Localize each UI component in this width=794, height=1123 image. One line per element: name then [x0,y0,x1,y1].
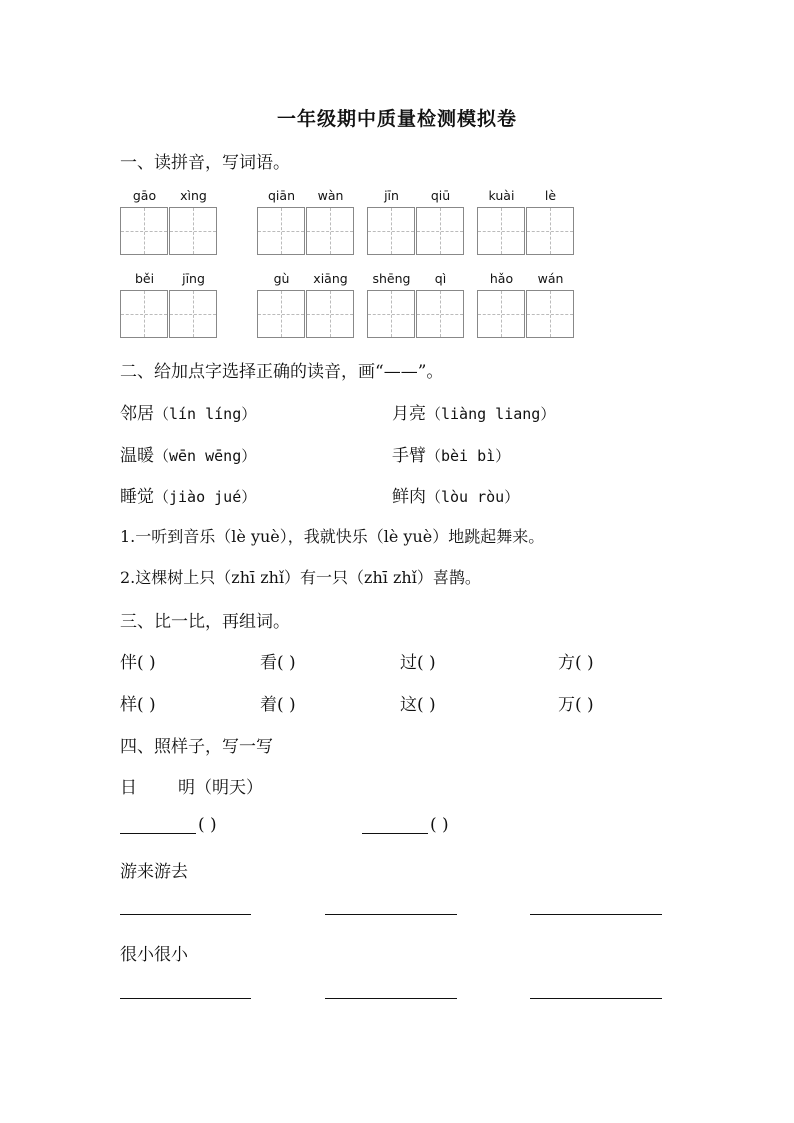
writing-cell[interactable] [477,207,525,255]
pinyin-label: jīng [182,271,205,286]
compare-item: 样( ) [120,695,156,715]
answer-line[interactable] [530,998,662,999]
writing-cell[interactable] [257,207,305,255]
writing-cell[interactable] [306,207,354,255]
writing-cell[interactable] [120,207,168,255]
section-2-heading: 二、给加点字选择正确的读音，画“——”。 [120,362,444,382]
pattern-phrase-2: 很小很小 [120,945,188,965]
sentence-1: 1.一听到音乐（lè yuè），我就快乐（lè yuè）地跳起舞来。 [120,527,545,546]
page-title: 一年级期中质量检测模拟卷 [276,108,517,130]
answer-paren[interactable]: ( ) [198,815,217,835]
item-options: （liàng liang） [426,405,556,423]
section-4-heading: 四、照样子，写一写 [120,737,273,757]
answer-paren[interactable]: ( ) [430,815,449,835]
sentence-2: 2.这棵树上只（zhī zhǐ）有一只（zhī zhǐ）喜鹊。 [120,568,481,587]
reading-item [120,441,256,466]
reading-item [392,399,555,424]
pinyin-label: wán [537,271,564,286]
writing-cell[interactable] [367,290,415,338]
item-options: （wēn wēng） [154,447,257,465]
writing-cell[interactable] [169,207,217,255]
answer-blank[interactable] [362,833,428,834]
writing-cell[interactable] [367,207,415,255]
answer-line[interactable] [120,914,251,915]
pinyin-label: jīn [384,188,399,203]
pinyin-label: gù [273,271,290,286]
writing-cell[interactable] [477,290,525,338]
writing-cell[interactable] [526,207,574,255]
item-word: 邻居 [120,404,154,424]
writing-cell[interactable] [169,290,217,338]
pinyin-label: qì [434,271,447,286]
answer-blank[interactable] [120,833,196,834]
compare-item: 着( ) [260,695,296,715]
pinyin-label: lè [544,188,557,203]
item-word: 月亮 [392,404,426,424]
answer-line[interactable] [325,914,457,915]
writing-cell[interactable] [416,207,464,255]
compare-item: 方( ) [558,653,594,673]
answer-line[interactable] [120,998,251,999]
answer-line[interactable] [325,998,457,999]
writing-cell[interactable] [120,290,168,338]
pinyin-label: běi [134,271,155,286]
pinyin-label: kuài [488,188,515,203]
item-word: 鲜肉 [392,487,426,507]
pinyin-label: hǎo [489,271,514,286]
compare-item: 伴( ) [120,653,156,673]
item-word: 睡觉 [120,487,154,507]
compare-item: 过( ) [400,653,436,673]
item-options: （lín líng） [154,405,257,423]
item-options: （lòu ròu） [426,488,520,506]
compare-item: 这( ) [400,695,436,715]
item-options: （jiào jué） [154,488,257,506]
writing-cell[interactable] [416,290,464,338]
pinyin-label: qiū [430,188,451,203]
example-right: 明（明天） [178,778,263,798]
reading-item [120,482,256,507]
writing-cell[interactable] [306,290,354,338]
item-word: 手臂 [392,446,426,466]
reading-item [120,399,256,424]
writing-cell[interactable] [526,290,574,338]
pattern-phrase-1: 游来游去 [120,862,188,882]
pinyin-label: xìng [180,188,207,203]
pinyin-label: qiān [268,188,295,203]
writing-cell[interactable] [257,290,305,338]
reading-item [392,482,519,507]
compare-item: 万( ) [558,695,594,715]
pinyin-label: shēng [372,271,411,286]
section-1-heading: 一、读拼音，写词语。 [120,153,290,173]
compare-item: 看( ) [260,653,296,673]
pinyin-label: gāo [132,188,157,203]
item-options: （bèi bì） [426,447,511,465]
pinyin-label: xiāng [313,271,348,286]
section-3-heading: 三、比一比，再组词。 [120,612,290,632]
item-word: 温暖 [120,446,154,466]
answer-line[interactable] [530,914,662,915]
reading-item [392,441,510,466]
pinyin-label: wàn [317,188,344,203]
example-left: 日 [120,778,137,798]
